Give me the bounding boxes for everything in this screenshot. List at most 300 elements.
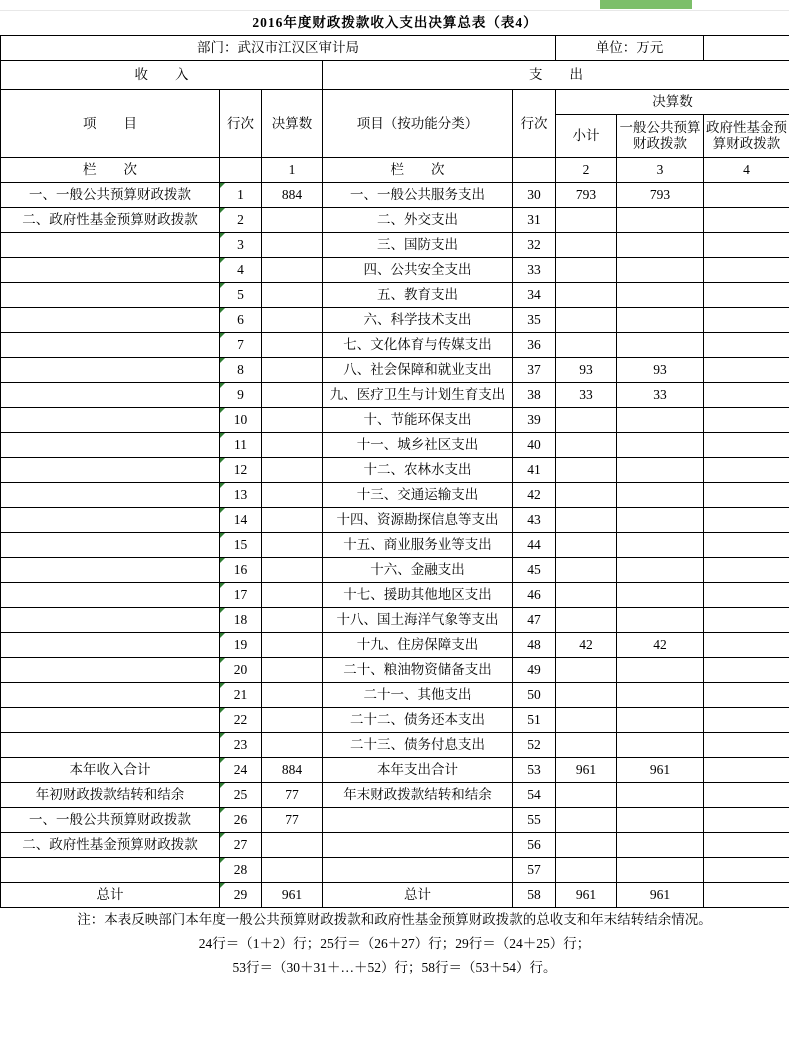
expense-general-public-cell <box>617 208 704 233</box>
income-value-cell <box>262 358 323 383</box>
income-item-cell <box>1 858 220 883</box>
income-item-cell <box>1 533 220 558</box>
expense-rowno-cell: 57 <box>513 858 556 883</box>
expense-general-public-cell <box>617 858 704 883</box>
expense-gov-fund-cell <box>704 458 789 483</box>
col-header-subtotal: 小计 <box>556 115 617 158</box>
income-value-cell <box>262 658 323 683</box>
expense-general-public-cell: 33 <box>617 383 704 408</box>
income-item-cell <box>1 283 220 308</box>
income-item-cell: 一、一般公共预算财政拨款 <box>1 183 220 208</box>
income-item-cell <box>1 733 220 758</box>
income-item-cell <box>1 333 220 358</box>
note-row-2 <box>0 932 789 956</box>
expense-subtotal-cell <box>556 333 617 358</box>
income-rowno-cell: 12 <box>220 458 262 483</box>
col-header-rowno2: 行次 <box>513 90 556 158</box>
income-item-cell: 二、政府性基金预算财政拨款 <box>1 208 220 233</box>
expense-item-cell: 年末财政拨款结转和结余 <box>323 783 513 808</box>
income-value-cell <box>262 308 323 333</box>
note-line-3: 53行＝（30＋31＋…＋52）行；58行＝（53＋54）行。 <box>232 960 557 976</box>
income-rowno-cell: 15 <box>220 533 262 558</box>
income-value-cell <box>262 583 323 608</box>
expense-general-public-cell <box>617 458 704 483</box>
budget-table <box>0 11 789 908</box>
expense-general-public-cell <box>617 808 704 833</box>
expense-rowno-cell: 50 <box>513 683 556 708</box>
income-rowno-cell: 7 <box>220 333 262 358</box>
expense-item-cell: 十二、农林水支出 <box>323 458 513 483</box>
expense-rowno-cell: 37 <box>513 358 556 383</box>
table-row <box>1 358 789 383</box>
income-rowno-cell: 28 <box>220 858 262 883</box>
table-row <box>1 833 789 858</box>
expense-gov-fund-cell <box>704 433 789 458</box>
expense-item-cell: 二十三、债务付息支出 <box>323 733 513 758</box>
meta-row <box>1 36 789 61</box>
expense-subtotal-cell <box>556 533 617 558</box>
expense-general-public-cell <box>617 433 704 458</box>
expense-general-public-cell <box>617 258 704 283</box>
income-item-cell <box>1 583 220 608</box>
expense-subtotal-cell <box>556 658 617 683</box>
expense-subtotal-cell <box>556 733 617 758</box>
expense-item-cell: 三、国防支出 <box>323 233 513 258</box>
income-value-cell: 77 <box>262 783 323 808</box>
expense-rowno-cell: 38 <box>513 383 556 408</box>
note-row-3 <box>0 956 789 980</box>
column-group-row <box>1 90 789 115</box>
income-value-cell <box>262 708 323 733</box>
section-header-row <box>1 61 789 90</box>
expense-rowno-cell: 51 <box>513 708 556 733</box>
col-header-item: 项 目 <box>1 90 220 158</box>
expense-subtotal-cell <box>556 583 617 608</box>
expense-subtotal-cell <box>556 508 617 533</box>
expense-general-public-cell <box>617 308 704 333</box>
note-line-1: 注：本表反映部门本年度一般公共预算财政拨款和政府性基金预算财政拨款的总收支和年末结转结余情况。 <box>77 912 712 928</box>
income-value-cell <box>262 333 323 358</box>
expense-item-cell: 十五、商业服务业等支出 <box>323 533 513 558</box>
expense-subtotal-cell <box>556 283 617 308</box>
expense-item-cell: 五、教育支出 <box>323 283 513 308</box>
income-item-cell <box>1 483 220 508</box>
expense-general-public-cell: 961 <box>617 758 704 783</box>
table-row <box>1 383 789 408</box>
expense-gov-fund-cell <box>704 758 789 783</box>
expense-item-cell <box>323 808 513 833</box>
table-row <box>1 558 789 583</box>
expense-gov-fund-cell <box>704 808 789 833</box>
expense-rowno-cell: 42 <box>513 483 556 508</box>
income-item-cell <box>1 708 220 733</box>
expense-general-public-cell <box>617 483 704 508</box>
expense-rowno-cell: 47 <box>513 608 556 633</box>
lane-col-3: 3 <box>617 158 704 183</box>
income-value-cell <box>262 233 323 258</box>
expense-rowno-cell: 32 <box>513 233 556 258</box>
sheet-top-strip <box>0 0 789 11</box>
expense-gov-fund-cell <box>704 833 789 858</box>
expense-item-cell: 总计 <box>323 883 513 908</box>
income-rowno-cell: 1 <box>220 183 262 208</box>
income-value-cell <box>262 508 323 533</box>
income-value-cell <box>262 258 323 283</box>
table-row <box>1 433 789 458</box>
income-value-cell <box>262 633 323 658</box>
expense-gov-fund-cell <box>704 183 789 208</box>
table-row <box>1 608 789 633</box>
table-row <box>1 758 789 783</box>
expense-item-cell: 十三、交通运输支出 <box>323 483 513 508</box>
expense-general-public-cell: 961 <box>617 883 704 908</box>
expense-general-public-cell: 93 <box>617 358 704 383</box>
expense-item-cell: 四、公共安全支出 <box>323 258 513 283</box>
expense-gov-fund-cell <box>704 733 789 758</box>
income-rowno-cell: 13 <box>220 483 262 508</box>
income-item-cell <box>1 433 220 458</box>
income-item-cell <box>1 358 220 383</box>
expense-subtotal-cell <box>556 483 617 508</box>
expense-rowno-cell: 53 <box>513 758 556 783</box>
expense-rowno-cell: 34 <box>513 283 556 308</box>
expense-rowno-cell: 36 <box>513 333 556 358</box>
income-value-cell <box>262 858 323 883</box>
expense-subtotal-cell <box>556 258 617 283</box>
income-rowno-cell: 8 <box>220 358 262 383</box>
table-row <box>1 408 789 433</box>
expense-item-cell: 二十二、债务还本支出 <box>323 708 513 733</box>
expense-subtotal-cell <box>556 558 617 583</box>
income-item-cell: 一、一般公共预算财政拨款 <box>1 808 220 833</box>
expense-subtotal-cell <box>556 858 617 883</box>
lane-label-expense: 栏 次 <box>323 158 513 183</box>
income-item-cell <box>1 408 220 433</box>
table-row <box>1 633 789 658</box>
unit-label: 单位：万元 <box>556 36 704 61</box>
expense-subtotal-cell <box>556 683 617 708</box>
expense-general-public-cell <box>617 333 704 358</box>
expense-rowno-cell: 55 <box>513 808 556 833</box>
expense-item-cell <box>323 858 513 883</box>
expense-item-cell: 二十、粮油物资储备支出 <box>323 658 513 683</box>
expense-general-public-cell <box>617 683 704 708</box>
income-value-cell: 884 <box>262 183 323 208</box>
income-rowno-cell: 23 <box>220 733 262 758</box>
selection-gap <box>692 0 697 9</box>
income-item-cell <box>1 633 220 658</box>
income-rowno-cell: 4 <box>220 258 262 283</box>
expense-general-public-cell <box>617 658 704 683</box>
expense-gov-fund-cell <box>704 283 789 308</box>
expense-rowno-cell: 52 <box>513 733 556 758</box>
expense-subtotal-cell <box>556 458 617 483</box>
income-item-cell <box>1 608 220 633</box>
expense-gov-fund-cell <box>704 608 789 633</box>
expense-rowno-cell: 30 <box>513 183 556 208</box>
expense-gov-fund-cell <box>704 233 789 258</box>
income-value-cell <box>262 608 323 633</box>
expense-subtotal-cell <box>556 708 617 733</box>
expense-gov-fund-cell <box>704 783 789 808</box>
expense-item-cell: 十四、资源勘探信息等支出 <box>323 508 513 533</box>
income-value-cell <box>262 458 323 483</box>
income-value-cell <box>262 408 323 433</box>
expense-subtotal-cell <box>556 808 617 833</box>
table-row <box>1 483 789 508</box>
table-row <box>1 458 789 483</box>
expense-subtotal-cell <box>556 608 617 633</box>
expense-item-cell: 一、一般公共服务支出 <box>323 183 513 208</box>
expense-rowno-cell: 40 <box>513 433 556 458</box>
expense-general-public-cell <box>617 833 704 858</box>
expense-gov-fund-cell <box>704 408 789 433</box>
expense-gov-fund-cell <box>704 633 789 658</box>
expense-general-public-cell <box>617 283 704 308</box>
expense-item-cell: 二、外交支出 <box>323 208 513 233</box>
note-line-2: 24行＝（1＋2）行；25行＝（26＋27）行；29行＝（24＋25）行； <box>198 936 591 952</box>
table-row <box>1 283 789 308</box>
table-row <box>1 658 789 683</box>
table-row <box>1 783 789 808</box>
col-header-gov-fund: 政府性基金预算财政拨款 <box>704 115 789 158</box>
income-value-cell: 884 <box>262 758 323 783</box>
lane-row <box>1 158 789 183</box>
expense-rowno-cell: 49 <box>513 658 556 683</box>
expense-item-cell: 八、社会保障和就业支出 <box>323 358 513 383</box>
income-value-cell <box>262 383 323 408</box>
lane-col-2: 2 <box>556 158 617 183</box>
expense-rowno-cell: 39 <box>513 408 556 433</box>
income-rowno-cell: 3 <box>220 233 262 258</box>
income-rowno-cell: 16 <box>220 558 262 583</box>
income-item-cell <box>1 308 220 333</box>
income-rowno-cell: 17 <box>220 583 262 608</box>
income-value-cell <box>262 208 323 233</box>
expense-item-cell <box>323 833 513 858</box>
expense-item-cell: 二十一、其他支出 <box>323 683 513 708</box>
expense-rowno-cell: 43 <box>513 508 556 533</box>
meta-empty-cell <box>704 36 789 61</box>
expense-subtotal-cell: 961 <box>556 883 617 908</box>
lane-blank-2 <box>513 158 556 183</box>
expense-item-cell: 九、医疗卫生与计划生育支出 <box>323 383 513 408</box>
table-row <box>1 333 789 358</box>
income-rowno-cell: 9 <box>220 383 262 408</box>
expense-subtotal-cell: 42 <box>556 633 617 658</box>
expense-item-cell: 六、科学技术支出 <box>323 308 513 333</box>
table-row <box>1 708 789 733</box>
income-item-cell: 本年收入合计 <box>1 758 220 783</box>
expense-subtotal-cell <box>556 208 617 233</box>
table-row <box>1 533 789 558</box>
expense-subtotal-cell: 793 <box>556 183 617 208</box>
expense-subtotal-cell <box>556 408 617 433</box>
expense-gov-fund-cell <box>704 333 789 358</box>
income-section-header: 收 入 <box>1 61 323 90</box>
expense-gov-fund-cell <box>704 683 789 708</box>
income-item-cell <box>1 383 220 408</box>
expense-rowno-cell: 33 <box>513 258 556 283</box>
income-rowno-cell: 22 <box>220 708 262 733</box>
expense-general-public-cell <box>617 558 704 583</box>
expense-section-header: 支 出 <box>323 61 789 90</box>
income-value-cell <box>262 683 323 708</box>
lane-col-4: 4 <box>704 158 789 183</box>
expense-item-cell: 十九、住房保障支出 <box>323 633 513 658</box>
expense-subtotal-cell <box>556 783 617 808</box>
expense-gov-fund-cell <box>704 208 789 233</box>
expense-rowno-cell: 31 <box>513 208 556 233</box>
expense-item-cell: 十六、金融支出 <box>323 558 513 583</box>
expense-gov-fund-cell <box>704 383 789 408</box>
expense-gov-fund-cell <box>704 508 789 533</box>
expense-gov-fund-cell <box>704 858 789 883</box>
expense-general-public-cell <box>617 608 704 633</box>
expense-gov-fund-cell <box>704 658 789 683</box>
income-item-cell <box>1 658 220 683</box>
income-rowno-cell: 6 <box>220 308 262 333</box>
expense-gov-fund-cell <box>704 258 789 283</box>
expense-item-cell: 七、文化体育与传媒支出 <box>323 333 513 358</box>
expense-rowno-cell: 41 <box>513 458 556 483</box>
income-rowno-cell: 2 <box>220 208 262 233</box>
expense-general-public-cell <box>617 408 704 433</box>
page-title: 2016年度财政拨款收入支出决算总表（表4） <box>252 15 538 31</box>
income-rowno-cell: 25 <box>220 783 262 808</box>
expense-rowno-cell: 54 <box>513 783 556 808</box>
income-rowno-cell: 24 <box>220 758 262 783</box>
expense-item-cell: 十、节能环保支出 <box>323 408 513 433</box>
income-value-cell <box>262 433 323 458</box>
expense-gov-fund-cell <box>704 483 789 508</box>
expense-rowno-cell: 44 <box>513 533 556 558</box>
expense-item-cell: 本年支出合计 <box>323 758 513 783</box>
table-row <box>1 583 789 608</box>
expense-general-public-cell <box>617 583 704 608</box>
col-header-final-group: 决算数 <box>556 90 789 115</box>
expense-general-public-cell <box>617 733 704 758</box>
income-rowno-cell: 11 <box>220 433 262 458</box>
income-rowno-cell: 26 <box>220 808 262 833</box>
expense-gov-fund-cell <box>704 308 789 333</box>
expense-gov-fund-cell <box>704 358 789 383</box>
expense-general-public-cell <box>617 233 704 258</box>
expense-general-public-cell <box>617 708 704 733</box>
expense-subtotal-cell: 961 <box>556 758 617 783</box>
expense-item-cell: 十一、城乡社区支出 <box>323 433 513 458</box>
income-item-cell <box>1 258 220 283</box>
income-item-cell <box>1 683 220 708</box>
expense-rowno-cell: 46 <box>513 583 556 608</box>
expense-subtotal-cell: 93 <box>556 358 617 383</box>
income-rowno-cell: 10 <box>220 408 262 433</box>
income-item-cell: 年初财政拨款结转和结余 <box>1 783 220 808</box>
department-label: 部门：武汉市江汉区审计局 <box>1 36 556 61</box>
expense-gov-fund-cell <box>704 708 789 733</box>
income-item-cell <box>1 508 220 533</box>
expense-general-public-cell <box>617 533 704 558</box>
income-item-cell <box>1 233 220 258</box>
expense-general-public-cell <box>617 783 704 808</box>
income-item-cell <box>1 558 220 583</box>
table-row <box>1 808 789 833</box>
table-row <box>1 233 789 258</box>
col-header-final: 决算数 <box>262 90 323 158</box>
table-row <box>1 733 789 758</box>
income-rowno-cell: 19 <box>220 633 262 658</box>
expense-general-public-cell: 793 <box>617 183 704 208</box>
table-row <box>1 183 789 208</box>
expense-rowno-cell: 56 <box>513 833 556 858</box>
lane-label-income: 栏 次 <box>1 158 220 183</box>
expense-gov-fund-cell <box>704 583 789 608</box>
table-row <box>1 208 789 233</box>
expense-general-public-cell <box>617 508 704 533</box>
income-value-cell <box>262 283 323 308</box>
income-value-cell <box>262 533 323 558</box>
expense-rowno-cell: 48 <box>513 633 556 658</box>
expense-gov-fund-cell <box>704 883 789 908</box>
income-rowno-cell: 27 <box>220 833 262 858</box>
table-row <box>1 858 789 883</box>
expense-gov-fund-cell <box>704 558 789 583</box>
notes-table <box>0 908 789 980</box>
selection-highlight-bar <box>600 0 692 9</box>
income-item-cell: 总计 <box>1 883 220 908</box>
expense-subtotal-cell <box>556 833 617 858</box>
table-row <box>1 508 789 533</box>
title-row <box>1 11 789 36</box>
note-row-1 <box>0 908 789 932</box>
income-rowno-cell: 5 <box>220 283 262 308</box>
income-rowno-cell: 18 <box>220 608 262 633</box>
income-value-cell <box>262 558 323 583</box>
expense-subtotal-cell: 33 <box>556 383 617 408</box>
expense-subtotal-cell <box>556 233 617 258</box>
income-rowno-cell: 14 <box>220 508 262 533</box>
expense-general-public-cell: 42 <box>617 633 704 658</box>
expense-subtotal-cell <box>556 308 617 333</box>
income-item-cell: 二、政府性基金预算财政拨款 <box>1 833 220 858</box>
expense-item-cell: 十八、国土海洋气象等支出 <box>323 608 513 633</box>
col-header-item-func: 项目（按功能分类） <box>323 90 513 158</box>
income-value-cell: 961 <box>262 883 323 908</box>
expense-subtotal-cell <box>556 433 617 458</box>
col-header-general-public: 一般公共预算财政拨款 <box>617 115 704 158</box>
income-rowno-cell: 21 <box>220 683 262 708</box>
table-row <box>1 883 789 908</box>
expense-rowno-cell: 58 <box>513 883 556 908</box>
income-value-cell <box>262 733 323 758</box>
expense-rowno-cell: 45 <box>513 558 556 583</box>
col-header-rowno: 行次 <box>220 90 262 158</box>
table-row <box>1 308 789 333</box>
table-row <box>1 258 789 283</box>
expense-rowno-cell: 35 <box>513 308 556 333</box>
expense-item-cell: 十七、援助其他地区支出 <box>323 583 513 608</box>
income-value-cell <box>262 483 323 508</box>
expense-gov-fund-cell <box>704 533 789 558</box>
table-body <box>1 183 789 908</box>
income-value-cell <box>262 833 323 858</box>
lane-blank-1 <box>220 158 262 183</box>
income-value-cell: 77 <box>262 808 323 833</box>
lane-col-1: 1 <box>262 158 323 183</box>
income-rowno-cell: 20 <box>220 658 262 683</box>
income-rowno-cell: 29 <box>220 883 262 908</box>
income-item-cell <box>1 458 220 483</box>
